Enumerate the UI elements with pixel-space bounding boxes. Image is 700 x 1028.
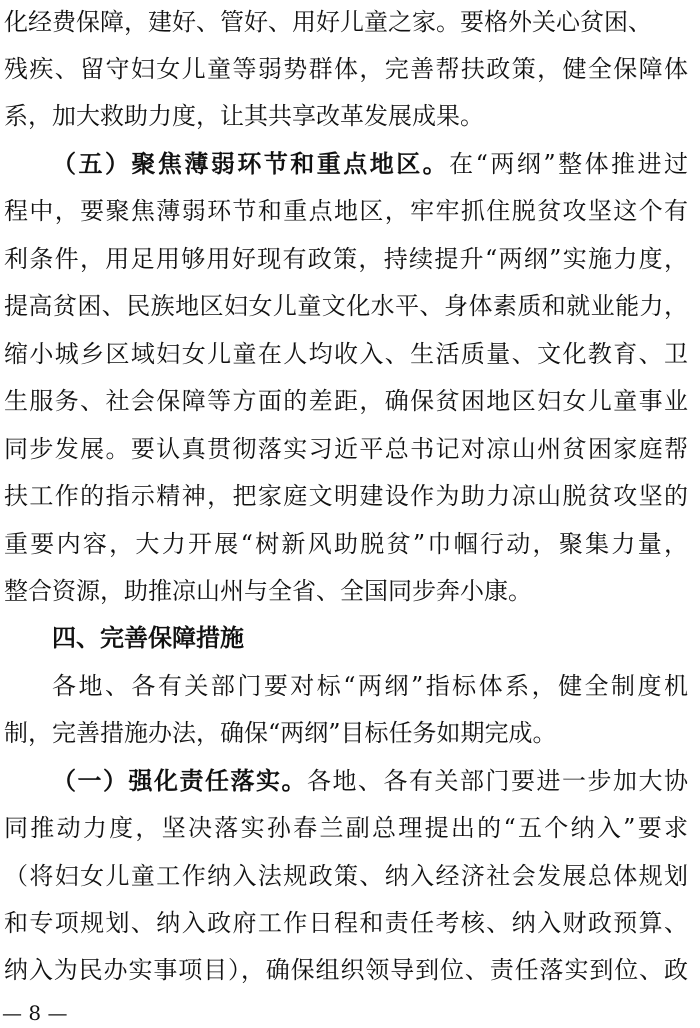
- body-line-3: [4, 92, 688, 140]
- body-line-18: [4, 804, 688, 852]
- line-text: 缩小城乡区域妇女儿童在人均收入、生活质量、文化教育、卫: [4, 340, 688, 368]
- section-heading-5: （五）聚焦薄弱环节和重点地区。: [52, 149, 450, 178]
- line-text: 整合资源，助推凉山州与全省、全国同步奔小康。: [4, 577, 532, 605]
- section-heading-line-1: [52, 757, 688, 805]
- line-text: 同步发展。要认真贯彻落实习近平总书记对凉山州贫困家庭帮: [4, 435, 688, 463]
- body-line-2: [4, 45, 688, 93]
- section-heading-1: （一）强化责任落实。: [52, 766, 307, 795]
- page-number: — 8 —: [2, 1001, 68, 1025]
- line-text: 程中，要聚焦薄弱环节和重点地区，牢牢抓住脱贫攻坚这个有: [4, 197, 688, 225]
- line-text: 利条件，用足用够用好现有政策，持续提升“两纲”实施力度，: [4, 245, 688, 273]
- line-text: 残疾、留守妇女儿童等弱势群体，完善帮扶政策，健全保障体: [4, 55, 688, 83]
- chapter-heading-text: 四、完善保障措施: [52, 623, 244, 652]
- line-text: 提高贫困、民族地区妇女儿童文化水平、身体素质和就业能力，: [4, 292, 688, 320]
- section-heading-line-5: [52, 140, 688, 188]
- line-text: 重要内容，大力开展“树新风助脱贫”巾帼行动，聚集力量，: [4, 530, 688, 558]
- line-text: 各地、各有关部门要对标“两纲”指标体系，健全制度机: [52, 672, 688, 700]
- body-line-5: [4, 187, 688, 235]
- chapter-heading-4: [52, 614, 688, 662]
- line-text: 同推动力度，坚决落实孙春兰副总理提出的“五个纳入”要求: [4, 814, 688, 842]
- line-text: 各地、各有关部门要进一步加大协: [307, 767, 688, 795]
- body-line-1: [4, 0, 688, 46]
- body-line-10: [4, 425, 688, 473]
- body-line-20: [4, 899, 688, 947]
- body-line-7: [4, 282, 688, 330]
- body-line-16: [4, 709, 688, 757]
- line-text: 化经费保障，建好、管好、用好儿童之家。要格外关心贫困、: [4, 8, 652, 36]
- line-text: 纳入为民办实事项目），确保组织领导到位、责任落实到位、政: [4, 956, 688, 984]
- line-text: 和专项规划、纳入政府工作日程和责任考核、纳入财政预算、: [4, 909, 688, 937]
- body-line-13: [4, 567, 688, 615]
- body-line-8: [4, 330, 688, 378]
- line-text: 系，加大救助力度，让其共享改革发展成果。: [4, 102, 484, 130]
- body-line-12: [4, 520, 688, 568]
- line-text: （将妇女儿童工作纳入法规政策、纳入经济社会发展总体规划: [4, 862, 688, 890]
- line-text: 在“两纲”整体推进过: [449, 150, 689, 178]
- body-line-6: [4, 235, 688, 283]
- body-line-11: [4, 472, 688, 520]
- body-line-19: [4, 852, 688, 900]
- line-text: 制，完善措施办法，确保“两纲”目标任务如期完成。: [4, 719, 557, 747]
- body-line-15: [52, 662, 688, 710]
- line-text: 生服务、社会保障等方面的差距，确保贫困地区妇女儿童事业: [4, 387, 688, 415]
- line-text: 扶工作的指示精神，把家庭文明建设作为助力凉山脱贫攻坚的: [4, 482, 688, 510]
- body-line-21: [4, 946, 688, 994]
- body-line-9: [4, 377, 688, 425]
